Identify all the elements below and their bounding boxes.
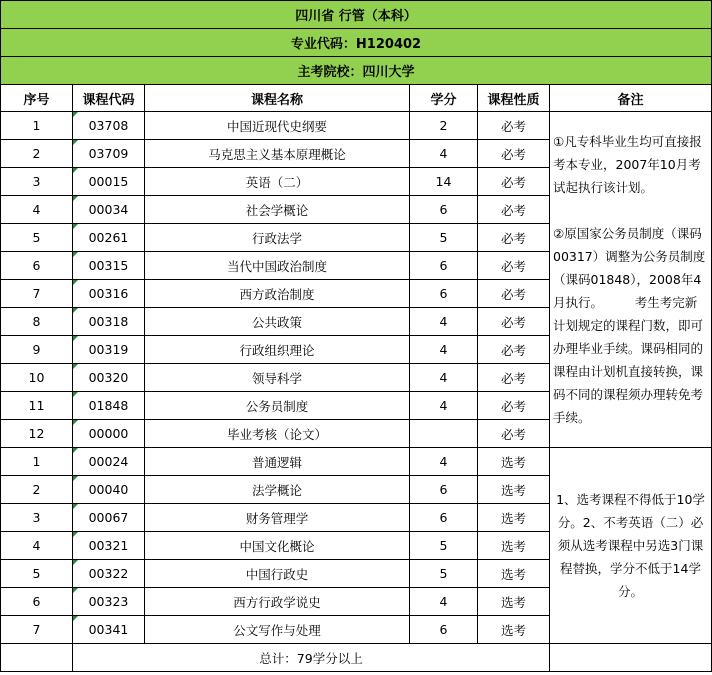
course-credit: 4 bbox=[410, 392, 478, 420]
title-row bbox=[1, 1, 712, 29]
course-code bbox=[73, 336, 145, 364]
course-type: 必考 bbox=[478, 112, 550, 140]
course-name: 西方行政学说史 bbox=[145, 588, 410, 616]
text-cell-marker-icon bbox=[73, 308, 78, 313]
course-no: 9 bbox=[1, 336, 73, 364]
text-cell-marker-icon bbox=[73, 140, 78, 145]
course-code-text: 00321 bbox=[88, 538, 129, 553]
course-code-text: 00067 bbox=[88, 510, 129, 525]
total-row bbox=[1, 644, 712, 672]
course-no: 6 bbox=[1, 252, 73, 280]
text-cell-marker-icon bbox=[73, 280, 78, 285]
text-cell-marker-icon bbox=[73, 196, 78, 201]
course-no: 1 bbox=[1, 112, 73, 140]
col-header-credit: 学分 bbox=[410, 85, 478, 112]
course-name: 英语（二） bbox=[145, 168, 410, 196]
course-type: 必考 bbox=[478, 364, 550, 392]
course-credit: 5 bbox=[410, 560, 478, 588]
course-credit: 6 bbox=[410, 616, 478, 644]
course-type: 选考 bbox=[478, 504, 550, 532]
course-name: 普通逻辑 bbox=[145, 448, 410, 476]
course-code bbox=[73, 420, 145, 448]
required-note-1: ①凡专科毕业生均可直接报考本专业，2007年10月考试起执行该计划。 bbox=[553, 134, 702, 195]
text-cell-marker-icon bbox=[73, 224, 78, 229]
course-code-text: 01848 bbox=[88, 398, 129, 413]
course-code bbox=[73, 532, 145, 560]
course-name: 财务管理学 bbox=[145, 504, 410, 532]
course-code bbox=[73, 560, 145, 588]
course-no: 11 bbox=[1, 392, 73, 420]
course-no: 3 bbox=[1, 504, 73, 532]
course-credit: 4 bbox=[410, 140, 478, 168]
course-credit: 2 bbox=[410, 112, 478, 140]
table-row bbox=[1, 112, 712, 140]
plan-title: 四川省 行管（本科） bbox=[1, 1, 712, 29]
col-header-code: 课程代码 bbox=[73, 85, 145, 112]
text-cell-marker-icon bbox=[73, 392, 78, 397]
course-type: 选考 bbox=[478, 560, 550, 588]
text-cell-marker-icon bbox=[73, 476, 78, 481]
course-credit: 4 bbox=[410, 336, 478, 364]
course-no: 2 bbox=[1, 476, 73, 504]
note-spacer bbox=[553, 199, 708, 222]
course-type: 选考 bbox=[478, 448, 550, 476]
course-code-text: 00341 bbox=[88, 622, 129, 637]
course-credit: 6 bbox=[410, 280, 478, 308]
elective-note: 1、选考课程不得低于10学分。2、不考英语（二）必须从选考课程中另选3门课程替换，学分不低于14学分。 bbox=[556, 492, 705, 599]
course-code bbox=[73, 280, 145, 308]
course-code-text: 00261 bbox=[88, 230, 129, 245]
course-type: 必考 bbox=[478, 280, 550, 308]
course-code-text: 00316 bbox=[88, 286, 129, 301]
course-code bbox=[73, 168, 145, 196]
text-cell-marker-icon bbox=[73, 252, 78, 257]
course-no: 3 bbox=[1, 168, 73, 196]
total-blank-cell bbox=[1, 644, 73, 672]
course-name: 公务员制度 bbox=[145, 392, 410, 420]
course-no: 12 bbox=[1, 420, 73, 448]
text-cell-marker-icon bbox=[73, 364, 78, 369]
course-no: 7 bbox=[1, 280, 73, 308]
course-no: 1 bbox=[1, 448, 73, 476]
course-code bbox=[73, 588, 145, 616]
course-credit: 14 bbox=[410, 168, 478, 196]
course-no: 6 bbox=[1, 588, 73, 616]
course-code-text: 00323 bbox=[88, 594, 129, 609]
course-type: 必考 bbox=[478, 168, 550, 196]
text-cell-marker-icon bbox=[73, 588, 78, 593]
required-notes bbox=[550, 112, 712, 448]
course-type: 必考 bbox=[478, 196, 550, 224]
text-cell-marker-icon bbox=[73, 560, 78, 565]
course-name: 领导科学 bbox=[145, 364, 410, 392]
course-no: 4 bbox=[1, 532, 73, 560]
course-type: 必考 bbox=[478, 140, 550, 168]
course-type: 必考 bbox=[478, 420, 550, 448]
course-name: 行政法学 bbox=[145, 224, 410, 252]
total-credits: 总计：79学分以上 bbox=[73, 644, 550, 672]
course-credit: 4 bbox=[410, 588, 478, 616]
col-header-notes: 备注 bbox=[550, 85, 712, 112]
course-code-text: 00315 bbox=[88, 258, 129, 273]
course-credit: 5 bbox=[410, 224, 478, 252]
course-name: 中国近现代史纲要 bbox=[145, 112, 410, 140]
table-row bbox=[1, 448, 712, 476]
course-code bbox=[73, 448, 145, 476]
course-no: 7 bbox=[1, 616, 73, 644]
course-name: 公文写作与处理 bbox=[145, 616, 410, 644]
course-code-text: 03709 bbox=[88, 146, 129, 161]
total-notes-cell bbox=[550, 644, 712, 672]
course-credit: 6 bbox=[410, 252, 478, 280]
text-cell-marker-icon bbox=[73, 616, 78, 621]
course-code bbox=[73, 140, 145, 168]
course-name: 马克思主义基本原理概论 bbox=[145, 140, 410, 168]
course-no: 5 bbox=[1, 224, 73, 252]
course-code-text: 00322 bbox=[88, 566, 129, 581]
course-type: 必考 bbox=[478, 224, 550, 252]
course-name: 法学概论 bbox=[145, 476, 410, 504]
course-code-text: 00034 bbox=[88, 202, 129, 217]
course-name: 中国行政史 bbox=[145, 560, 410, 588]
course-code bbox=[73, 308, 145, 336]
course-name: 行政组织理论 bbox=[145, 336, 410, 364]
text-cell-marker-icon bbox=[73, 504, 78, 509]
course-credit: 6 bbox=[410, 476, 478, 504]
required-note-2: ②原国家公务员制度（课码00317）调整为公务员制度（课码01848），2008年4月执行。 考生考完新计划规定的课程门数，即可办理毕业手续。课码相同的课程由计划机直接转换，课码不同的课程须办理转免考手续。 bbox=[553, 226, 706, 425]
course-credit: 4 bbox=[410, 308, 478, 336]
course-type: 必考 bbox=[478, 308, 550, 336]
course-credit: 4 bbox=[410, 364, 478, 392]
course-no: 8 bbox=[1, 308, 73, 336]
course-code-text: 00040 bbox=[88, 482, 129, 497]
course-code-text: 00015 bbox=[88, 174, 129, 189]
course-code-text: 00319 bbox=[88, 342, 129, 357]
course-credit: 6 bbox=[410, 504, 478, 532]
major-code: 专业代码：H120402 bbox=[1, 29, 712, 57]
course-code bbox=[73, 196, 145, 224]
course-credit: 4 bbox=[410, 448, 478, 476]
course-name: 当代中国政治制度 bbox=[145, 252, 410, 280]
course-no: 10 bbox=[1, 364, 73, 392]
course-name: 毕业考核（论文） bbox=[145, 420, 410, 448]
course-code bbox=[73, 224, 145, 252]
course-type: 选考 bbox=[478, 616, 550, 644]
major-code-row bbox=[1, 29, 712, 57]
course-type: 必考 bbox=[478, 392, 550, 420]
col-header-type: 课程性质 bbox=[478, 85, 550, 112]
course-code-text: 00318 bbox=[88, 314, 129, 329]
course-no: 5 bbox=[1, 560, 73, 588]
course-name: 公共政策 bbox=[145, 308, 410, 336]
host-school: 主考院校：四川大学 bbox=[1, 57, 712, 85]
elective-notes bbox=[550, 448, 712, 644]
course-credit: 5 bbox=[410, 532, 478, 560]
col-header-no: 序号 bbox=[1, 85, 73, 112]
course-type: 选考 bbox=[478, 532, 550, 560]
text-cell-marker-icon bbox=[73, 532, 78, 537]
course-no: 2 bbox=[1, 140, 73, 168]
col-header-name: 课程名称 bbox=[145, 85, 410, 112]
course-code bbox=[73, 392, 145, 420]
course-code bbox=[73, 504, 145, 532]
course-type: 选考 bbox=[478, 476, 550, 504]
course-credit: 6 bbox=[410, 196, 478, 224]
text-cell-marker-icon bbox=[73, 336, 78, 341]
course-code bbox=[73, 616, 145, 644]
course-code-text: 00024 bbox=[88, 454, 129, 469]
course-type: 必考 bbox=[478, 336, 550, 364]
column-header-row bbox=[1, 85, 712, 112]
school-row bbox=[1, 57, 712, 85]
course-name: 社会学概论 bbox=[145, 196, 410, 224]
course-name: 中国文化概论 bbox=[145, 532, 410, 560]
course-credit bbox=[410, 420, 478, 448]
course-code-text: 03708 bbox=[88, 118, 129, 133]
course-code bbox=[73, 112, 145, 140]
course-code-text: 00000 bbox=[88, 426, 129, 441]
text-cell-marker-icon bbox=[73, 112, 78, 117]
course-code bbox=[73, 252, 145, 280]
course-code bbox=[73, 364, 145, 392]
course-type: 必考 bbox=[478, 252, 550, 280]
text-cell-marker-icon bbox=[73, 168, 78, 173]
course-no: 4 bbox=[1, 196, 73, 224]
course-name: 西方政治制度 bbox=[145, 280, 410, 308]
text-cell-marker-icon bbox=[73, 420, 78, 425]
text-cell-marker-icon bbox=[73, 448, 78, 453]
course-type: 选考 bbox=[478, 588, 550, 616]
course-code-text: 00320 bbox=[88, 370, 129, 385]
course-code bbox=[73, 476, 145, 504]
